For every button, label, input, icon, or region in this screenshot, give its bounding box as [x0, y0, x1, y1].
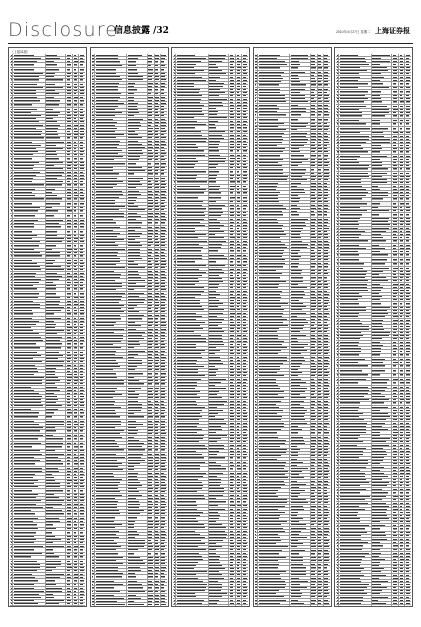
masthead-rule	[8, 43, 413, 44]
table-row	[173, 605, 248, 607]
table-column-1	[8, 47, 87, 607]
dateline: 2010年4月27日 星期二	[336, 30, 371, 34]
column-heading: （上接31版）	[10, 50, 30, 54]
newspaper-logo: 上海证券报	[375, 26, 410, 35]
table-column-4	[253, 47, 332, 607]
brand-title: Disclosure	[8, 19, 119, 41]
table-rows	[10, 54, 85, 605]
table-row	[92, 603, 167, 606]
table-row	[10, 606, 85, 607]
table-column-3	[171, 47, 250, 607]
table-row	[336, 605, 411, 607]
table-column-2	[90, 47, 169, 607]
table-rows	[92, 54, 167, 605]
table-rows	[336, 54, 411, 605]
table-row	[255, 605, 330, 607]
masthead	[0, 0, 421, 44]
section-title: 信息披露 /32	[114, 26, 169, 36]
table-column-5	[334, 47, 413, 607]
table-rows	[173, 54, 248, 605]
table-rows	[255, 54, 330, 605]
disclosure-table-area	[8, 47, 413, 607]
